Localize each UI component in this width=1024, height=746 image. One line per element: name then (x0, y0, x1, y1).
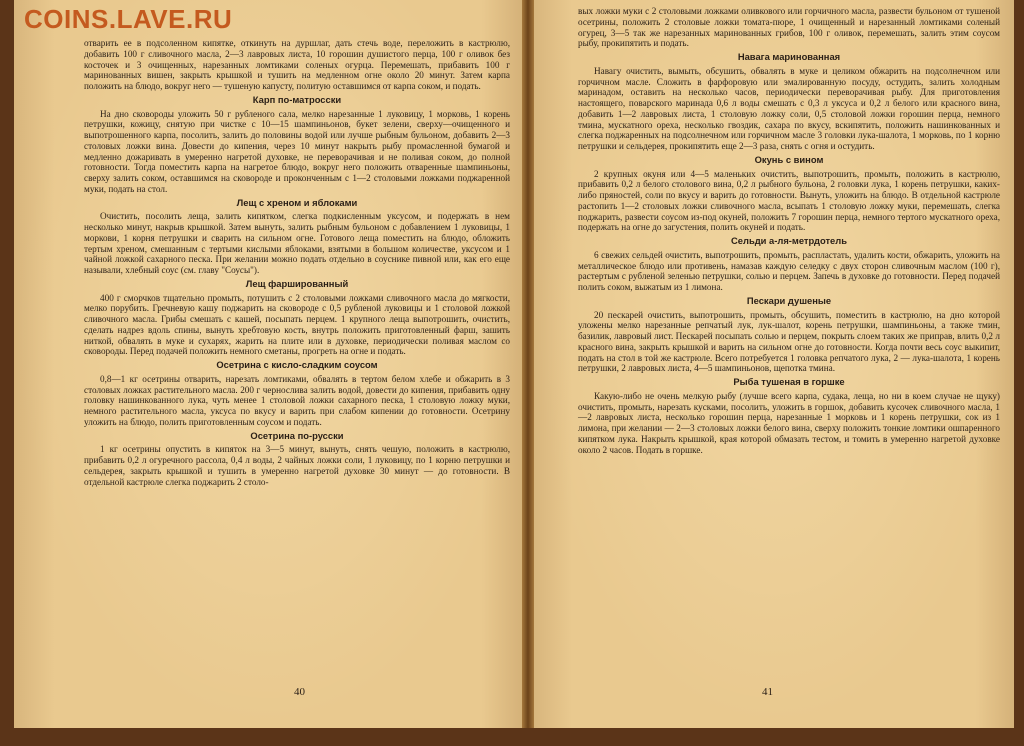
continued-paragraph: отварить ее в подсоленном кипятке, откинуть на дуршлаг, дать стечь воде, переложить в кастрюлю, добавить 100 г сливочного масла, 2—3 лавровых листа, 10 горошин душистого перца, 100 г оливок без косточек и 3 очищенных, нарезанных ломтиками соленых огурца. Перемешать, прибавить 100 г маринованных вишен, закрыть крышкой и тушить на медленном огне около 20 минут. Затем карпа положить на блюдо, вокруг него — тушеную капусту, политую оставшимся от карпа соком, и подать. (84, 38, 510, 91)
book-gutter (522, 0, 534, 728)
recipe-paragraph: На дно сковороды уложить 50 г рубленого сала, мелко нарезанные 1 луковицу, 1 морковь, 1 корень петрушки, кожицу, снятую при чистке с 10—15 шампиньонов, букет зелени, сверху—очищенного и выпотрошенного карпа, посолить, залить до половины водой или лучше рыбным бульоном, добавить 2—3 столовых ложки вина. Довести до кипения, через 10 минут накрыть рыбу промасленной бумагой и медленно дожаривать в умеренно нагретой духовке, не переворачивая и не поливая соком, до полной готовности. Тогда поместить карпа на нагретое блюдо, вокруг него положить отваренные шампиньоны, сверху залить соком, оставшимся на сковороде и проконченным с 1—2 столовыми ложками поджаренной муки, подать на стол. (84, 108, 510, 194)
recipe-paragraph: 0,8—1 кг осетрины отварить, нарезать ломтиками, обвалять в тертом белом хлебе и обжарить в 3 столовых ложках растительного масла. 200 г чернослива залить водой, довести до кипения, прибавить одну головку нашинкованного лука, чуть менее 1 столовой ложки сахарного песка, 1 столовую ложку муки, немного растительного масла, уксуса по вкусу и варить при слабом кипении до готовности. Осетрину уложить на блюдо, полить приготовленным соусом и подать. (84, 373, 510, 427)
right-page-text (578, 6, 1000, 455)
recipe-paragraph: 400 г сморчков тщательно промыть, потушить с 2 столовыми ложками сливочного масла до мягкости, мелко порубить. Гречневую кашу поджарить на сковороде с 0,5 рубленой луковицы и 1 столовой ложкой сливочного масла. Грибы смешать с кашей, посыпать перцем. 1 крупного леща выпотрошить, очистить, сделать надрез вдоль спины, вынуть хребтовую кость, внутрь положить приготовленный фарш, зашить ниткой, обвалять в муке и сухарях, жарить на плите или в духовке, периодически поливая маслом со сковороды. Перед подачей положить немного сметаны, прогреть на огне и подать. (84, 292, 510, 357)
page-number-left: 40 (294, 686, 305, 698)
recipe-paragraph: 20 пескарей очистить, выпотрошить, промыть, обсушить, поместить в кастрюлю, на дно которой уложены мелко нарезанные репчатый лук, лук-шалот, корень петрушки, шампиньоны, а также тмин, базилик, лавровый лист. Пескарей посыпать солью и перцем, покрыть слоем таких же приправ, влить 0,2 л красного вина, закрыть крышкой и варить на сильном огне до готовности. Когда почти весь соус выкипит, подать на стол в той же кастрюле. Всего потребуется 1 головка репчатого лука, 2 — лука-шалота, 1 корень петрушки, 2 лавровых листа, 4—5 шампиньонов, щепотка тмина. (578, 309, 1000, 374)
recipe-title: Лещ фаршированный (245, 277, 349, 289)
recipe-title: Лещ с хреном и яблоками (236, 196, 358, 208)
recipe-paragraph: Навагу очистить, вымыть, обсушить, обвалять в муке и целиком обжарить на подсолнечном или горчичном масле. Сложить в фарфоровую или эмалированную посуду, остудить, залить холодным маринадом, оставить на несколько часов, периодически переворачивая рыбу. Для приготовления настоящего, поварского маринада 0,6 л воды смешать с 0,3 л уксуса и 0,2 л белого или красного вина, добавить 1—2 лавровых листа, 1 столовую ложку соли, 0,5 столовой ложки горошин перца, немного тмина, мускатного ореха, несколько гвоздик, сахара по вкусу, вскипятить, положить нашинкованных и слегка поджаренных на подсолнечном или горчичном масле 3 головки лука-шалота, 1 морковь, по 1 корню петрушки и сельдерея, прокипятить еще 2—3 раза, снять с огня и остудить. (578, 65, 1000, 151)
recipe-paragraph: 1 кг осетрины опустить в кипяток на 3—5 минут, вынуть, снять чешую, положить в кастрюлю, прибавить 0,2 л огуречного рассола, 0,4 л воды, 2 чайных ложки соли, 1 луковицу, по 1 корню петрушки и сельдерея, закрыть крышкой и тушить в умеренно нагретой духовке 30 минут — до готовности. В отдельной кастрюле слегка поджарить 2 столо- (84, 444, 510, 487)
page-number-right: 41 (762, 686, 773, 698)
recipe-title: Осетрина по-русски (250, 429, 344, 441)
recipe-title: Осетрина с кисло-сладким соусом (216, 359, 378, 370)
book-spread (14, 0, 1014, 728)
right-page (534, 0, 1014, 728)
left-page-text (84, 38, 510, 487)
recipe-paragraph: 6 свежих сельдей очистить, выпотрошить, промыть, распластать, удалить кости, обжарить, уложить на металлическое блюдо или противень, намазав каждую селедку с двух сторон сливочным маслом (100 г), растертым с рубленой зеленью петрушки, солью и перцем. Запечь в духовке до готовности. Перед подачей полить соком, выжатым из 1 лимона. (578, 249, 1000, 292)
recipe-paragraph: 2 крупных окуня или 4—5 маленьких очистить, выпотрошить, промыть, положить в кастрюлю, прибавить 0,2 л белого столового вина, 0,2 л рыбного бульона, 2 головки лука, 1 корень петрушки, каких-либо пряностей, соли по вкусу и варить до готовности. Вынуть, уложить на блюдо. В отдельной кастрюле растопить 1—2 столовых ложки сливочного масла, всыпать 1 столовую ложку муки, перемешать, слегка поджарить, развести соусом из-под окуней, положить 7 горошин перца, немного тертого мускатного ореха, подержать на огне до загустения, полить окуней и подать. (578, 168, 1000, 233)
left-page (14, 0, 522, 728)
recipe-title: Сельди а-ля-метрдотель (731, 235, 847, 246)
recipe-title: Карп по-матросски (252, 93, 342, 105)
recipe-paragraph: Очистить, посолить леща, залить кипятком, слегка подкисленным уксусом, и подержать в нем несколько минут, накрыв крышкой. Затем вынуть, залить рыбным бульоном с добавлением 1 луковицы, 1 моркови, 1 корня петрушки и сварить на сильном огне. Готового леща поместить на блюдо, обложить тертым хреном, смешанным с тертыми кислыми яблоками, взятыми в большом количестве, уксусом и 1 чайной ложкой сахарного песка. При желании можно подать отдельно в соуснике пивной или, как его еще называли, хлебный соус (см. главу "Соусы"). (84, 211, 510, 275)
recipe-paragraph: Какую-либо не очень мелкую рыбу (лучше всего карпа, судака, леща, но ни в коем случае не щуку) очистить, промыть, нарезать кусками, посолить, уложить в горшок, добавить кусочек сливочного масла, 1—2 лавровых листа, несколько горошин перца, нарезанные 1 морковь и 1 корень петрушки, сок из 1 лимона, при желании — 2—3 столовых ложки белого вина, сверху положить тонкие ломтики ошпаренного кипятком лука. Накрыть крышкой, края которой обмазать тестом, и томить в умеренно нагретой духовке около 2 часов. Подать в горшке. (578, 390, 1000, 455)
recipe-title: Пескари душеные (746, 294, 832, 306)
recipe-title: Рыба тушеная в горшке (733, 376, 845, 387)
recipe-title: Окунь с вином (754, 153, 824, 165)
continued-paragraph: вых ложки муки с 2 столовыми ложками оливкового или горчичного масла, развести бульоном от тушеной осетрины, положить 2 столовые ложки томата-пюре, 1 очищенный и нарезанный ломтиками соленый огурец, 3—5 так же нарезанных маринованных грибов, 100 г оливок, перемешать, залить этим соусом рыбу, прокипятить и подать. (578, 6, 1000, 49)
watermark-logo: COINS.LAVE.RU (24, 4, 233, 34)
recipe-title: Навага маринованная (737, 51, 841, 62)
